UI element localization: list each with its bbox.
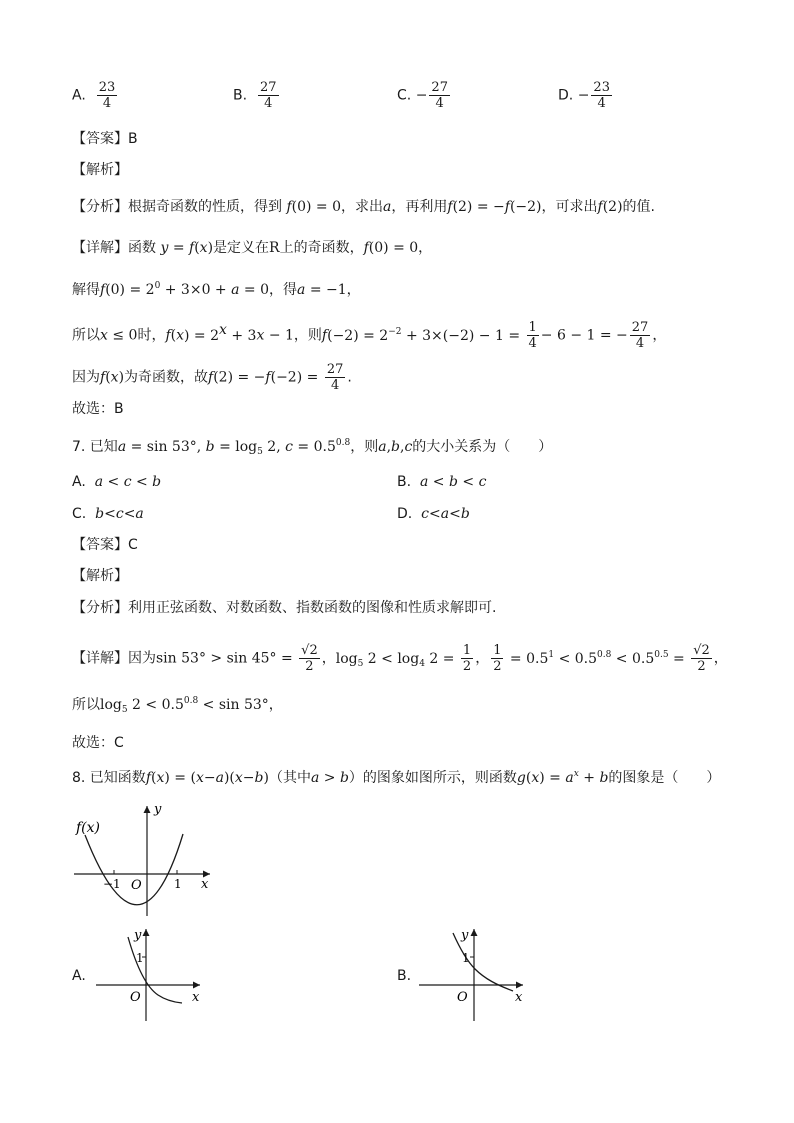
q8-option-b-graph[interactable] [415, 925, 535, 1025]
origin-label: O [457, 990, 468, 1005]
q7-option-d[interactable]: D. c<a<b [397, 506, 470, 522]
q6-option-b[interactable]: B. $\frac{27}{4}$ [233, 80, 277, 111]
q7-stem: 7. 已知a = sin 53°, $b = \log_5 2$, $c = 0.5^{0.8}$，则a,b,c的大小关系为（ ） [72, 438, 553, 457]
q6-xiangjie-1: 【详解】函数 y = f(x)是定义在R上的奇函数，f(0) = 0， [72, 240, 433, 256]
q7-guxuan: 故选：C [72, 735, 124, 751]
y-axis-arrow [143, 929, 150, 936]
q7-option-a[interactable]: A. a < c < b [72, 474, 162, 490]
q7-option-c[interactable]: C. b<c<a [72, 506, 144, 522]
q6-guxuan: 故选：B [72, 401, 124, 417]
axis-label-x: x [201, 877, 209, 892]
q7-fenxi: 【分析】利用正弦函数、对数函数、指数函数的图像和性质求解即可. [72, 600, 497, 616]
q7-answer: 【答案】C [72, 537, 138, 553]
q6-fenxi: 【分析】根据奇函数的性质，得到 f(0) = 0，求出a，再利用f(2) = −f(−2)，可求出f(2)的值. [72, 199, 655, 215]
x-axis-arrow [193, 982, 200, 989]
y-axis-arrow [144, 806, 151, 813]
axis-label-x: x [515, 990, 523, 1005]
q8-option-b-label[interactable]: B. [397, 968, 412, 984]
q6-option-d[interactable]: D. − $\frac{23}{4}$ [558, 80, 610, 111]
tick-label-1: 1 [462, 951, 470, 965]
q6-option-a[interactable]: A. $\frac{23}{4}$ [72, 80, 116, 111]
origin-label: O [131, 878, 142, 893]
q7-xiangjie-2: 所以$\log_5 2 < 0.5^{0.8} < \sin 53^\circ$， [72, 696, 283, 715]
tick-label-neg1: −1 [103, 877, 121, 891]
tick-label-1: 1 [136, 951, 144, 965]
parabola-curve [85, 834, 183, 905]
axis-label-x: x [192, 990, 200, 1005]
q8-graph-fx [70, 800, 220, 918]
q7-xiangjie-1: 【详解】因为sin 53° > sin 45° = $\frac{√2}{2}$ ，$\log_5 2 < \log_4 2$ = $\frac{1}{2}$ ， $\frac{1}{2}$ = $0.5^1 < 0.5^{0.8} < 0.5^{0.5}$ = $\frac{√2}{2}$ ， [72, 643, 728, 674]
q7-jiexi-tag: 【解析】 [72, 568, 128, 584]
q6-xiangjie-2: 解得$f(0) = 2^0 + 3\times 0 + a = 0$，得a = −1， [72, 281, 361, 298]
q6-answer: 【答案】B [72, 131, 138, 147]
y-axis-arrow [471, 929, 478, 936]
q6-jiexi-tag: 【解析】 [72, 162, 128, 178]
q8-option-a-graph[interactable] [92, 925, 212, 1025]
q6-xiangjie-4: 因为f(x)为奇函数，故f(2) = −f(−2) = $\frac{27}{4}$ . [72, 362, 352, 393]
graph-label-fx: f(x) [76, 820, 101, 836]
x-axis-arrow [516, 982, 523, 989]
axis-label-y: y [154, 802, 162, 817]
tick-label-1: 1 [174, 877, 182, 891]
q7-option-b[interactable]: B. a < b < c [397, 474, 487, 490]
q8-stem: 8. 已知函数f(x) = (x−a)(x−b)（其中a > b）的图象如图所示，则函数$g(x) = a^x + b$的图象是（ ） [72, 769, 721, 786]
q8-option-a-label[interactable]: A. [72, 968, 86, 984]
axis-label-y: y [134, 928, 142, 943]
q6-xiangjie-3: 所以x ≤ 0时，$f(x) = 2^x + 3x - 1$，则$f(-2) = 2^{-2} + 3\times(-2) - 1$ = $\frac{1}{4}$ − 6 − 1 = − $\frac{27}{4}$ ， [72, 320, 667, 351]
axis-label-y: y [461, 928, 469, 943]
origin-label: O [130, 990, 141, 1005]
q6-option-c[interactable]: C. − $\frac{27}{4}$ [397, 80, 448, 111]
